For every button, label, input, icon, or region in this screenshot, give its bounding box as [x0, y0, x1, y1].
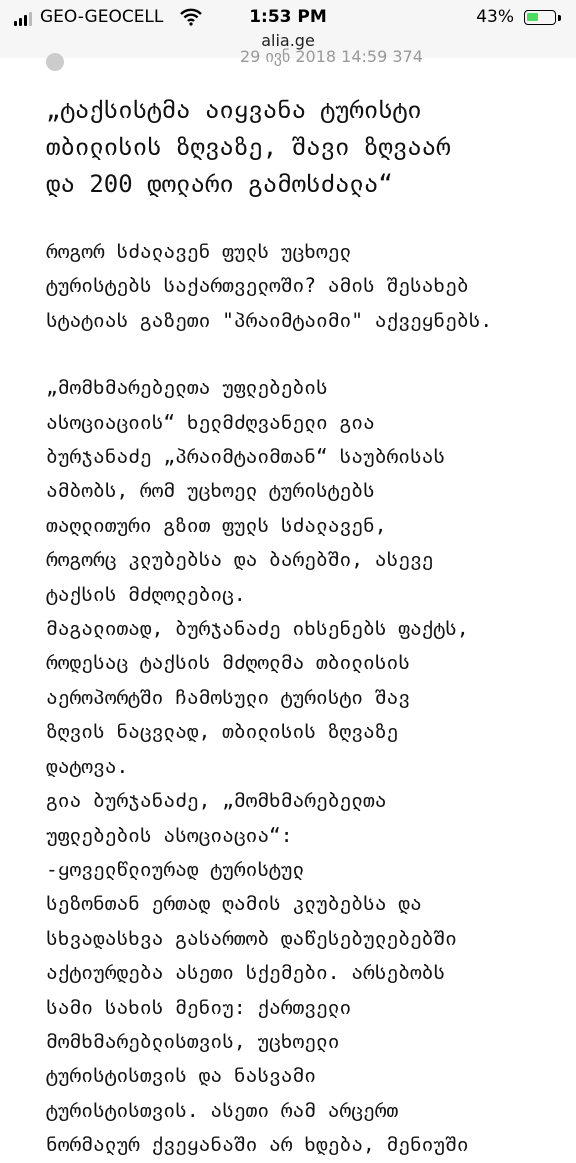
category-icon	[46, 53, 64, 71]
body-line: დატოვა.	[46, 754, 129, 778]
body-line: სეზონთან ერთად ღამის კლუბებსა და	[46, 892, 422, 916]
battery-percent: 43%	[476, 7, 514, 27]
body-line: აეროპორტში ჩამოსული ტურისტი შავ	[46, 685, 410, 709]
title-line: და 200 დოლარი გამოსძალა“	[46, 170, 393, 198]
body-line: სხვადასხვა გასართობ დაწესებულებებში	[46, 926, 457, 950]
body-line: ტურისტისთვის. ასეთი რამ არცერთ	[46, 1098, 399, 1122]
article-meta	[0, 45, 576, 71]
body-line: ნორმალურ ქვეყანაში არ ხდება, მენიუში	[46, 1133, 469, 1157]
body-line: მომხმარებლისთვის, უცხოელი	[46, 1029, 340, 1053]
body-line: -ყოველწლიურად ტურისტულ	[46, 857, 305, 881]
body-line: როგორც კლუბებსა და ბარებში, ასევე	[46, 548, 434, 572]
body-line: გია ბურჯანაძე, „მომხმარებელთა	[46, 789, 387, 813]
body-line: უფლებების ასოციაცია“:	[46, 823, 293, 847]
article-date: 29 ივნ 2018 14:59 374	[240, 47, 423, 66]
body-line: „მომხმარებელთა უფლებების	[46, 376, 328, 400]
body-line: ასოციაციის“ ხელმძღვანელი გია	[46, 410, 375, 434]
status-time: 1:53 PM	[249, 7, 327, 27]
body-line: სამი სახის მენიუ: ქართველი	[46, 995, 352, 1019]
body-line: მაგალითად, ბურჯანაძე იხსენებს ფაქტს,	[46, 617, 469, 641]
article-title	[46, 92, 546, 203]
body-line: აქტიურდება ასეთი სქემები. არსებობს	[46, 961, 446, 985]
intro-line: სტატიას გაზეთი "პრაიმტაიმი" აქვეყნებს.	[46, 308, 493, 332]
intro-line: როგორ სძალავენ ფულს უცხოელ	[46, 240, 352, 263]
address-bar-url[interactable]: alia.ge	[261, 31, 315, 50]
body-line: ტურისტისთვის და ნასვამი	[46, 1064, 317, 1088]
body-line: როდესაც ტაქსის მძღოლმა თბილისის	[46, 651, 410, 675]
title-line: „ტაქსისტმა აიყვანა ტურისტი	[46, 96, 422, 124]
battery-icon	[524, 10, 556, 25]
article-intro	[46, 235, 546, 338]
body-line: ამბობს, რომ უცხოელ ტურისტებს	[46, 479, 375, 503]
intro-line: ტურისტებს საქართველოში? ამის შესახებ	[46, 274, 469, 298]
body-line: ზღვის ნაცვლად, თბილისის ზღვაზე	[46, 720, 399, 744]
body-line: ტაქსის მძღოლებიც.	[46, 582, 246, 606]
article-body	[46, 371, 546, 1162]
body-line: თაღლითური გზით ფულს სძალავენ,	[46, 513, 387, 537]
article-content	[46, 92, 546, 1163]
carrier-name: GEO-GEOCELL	[40, 7, 164, 27]
battery-tip	[558, 15, 561, 21]
title-line: თბილისის ზღვაზე, შავი ზღვაარ	[46, 133, 451, 161]
body-line: ბურჯანაძე „პრაიმტაიმთან“ საუბრისას	[46, 445, 446, 469]
